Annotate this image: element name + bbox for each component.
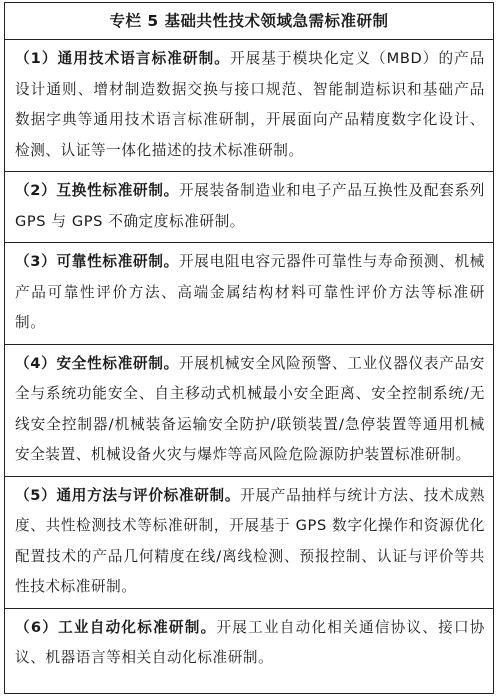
item-body: 开展装备制造业和电子产品互换性及配套系列 GPS 与 GPS 不确定度标准研制。 (15, 182, 485, 230)
item-body: 开展机械安全风险预警、工业仪器仪表产品安全与系统功能安全、自主移动式机械最小安全距离、安全控制系统/无线安全控制器/机械装备运输安全防护/联锁装置/急停装置等通用机械安全装置、机械设备火灾与爆炸等高风险危险源防护装置标准研制。 (15, 354, 485, 463)
item-number: （3） (15, 253, 57, 270)
item-heading: 通用技术语言标准研制。 (57, 50, 230, 67)
item-heading: 安全性标准研制。 (56, 354, 179, 372)
item-body: 开展产品抽样与统计方法、技术成熟度、共性检测技术等标准研制，开展基于 GPS 数字化操作和资源优化配置技术的产品几何精度在线/离线检测、预报控制、认证与评价等共性技术标准研制。 (15, 486, 485, 595)
list-item (5, 40, 493, 172)
item-heading: 可靠性标准研制。 (56, 253, 179, 270)
item-number: （1） (15, 50, 58, 67)
list-item (5, 477, 493, 609)
list-item (5, 609, 493, 679)
item-number: （6） (15, 618, 59, 636)
item-number: （5） (15, 486, 57, 504)
item-body: 开展电阻电容元器件可靠性与寿命预测、机械产品可靠性评价方法、高端金属结构材料可靠性评价方法等标准研制。 (15, 253, 485, 331)
list-item (5, 172, 493, 243)
list-item (5, 243, 493, 345)
item-body: 开展工业自动化相关通信协议、接口协议、机器语言等相关自动化标准研制。 (15, 618, 485, 666)
item-heading: 工业自动化标准研制。 (58, 618, 217, 636)
item-heading: 通用方法与评价标准研制。 (56, 486, 241, 504)
item-number: （4） (15, 354, 57, 372)
item-heading: 互换性标准研制。 (56, 182, 179, 199)
item-number: （2） (15, 182, 57, 199)
column-box (4, 2, 494, 694)
column-title: 专栏 5 基础共性技术领域急需标准研制 (5, 3, 493, 40)
item-body: 开展基于模块化定义（MBD）的产品设计通则、增材制造数据交换与接口规范、智能制造标识和基础产品数据字典等通用技术语言标准研制，开展面向产品精度数字化设计、检测、认证等一体化描述的技术标准研制。 (15, 50, 485, 159)
list-item (5, 345, 493, 477)
